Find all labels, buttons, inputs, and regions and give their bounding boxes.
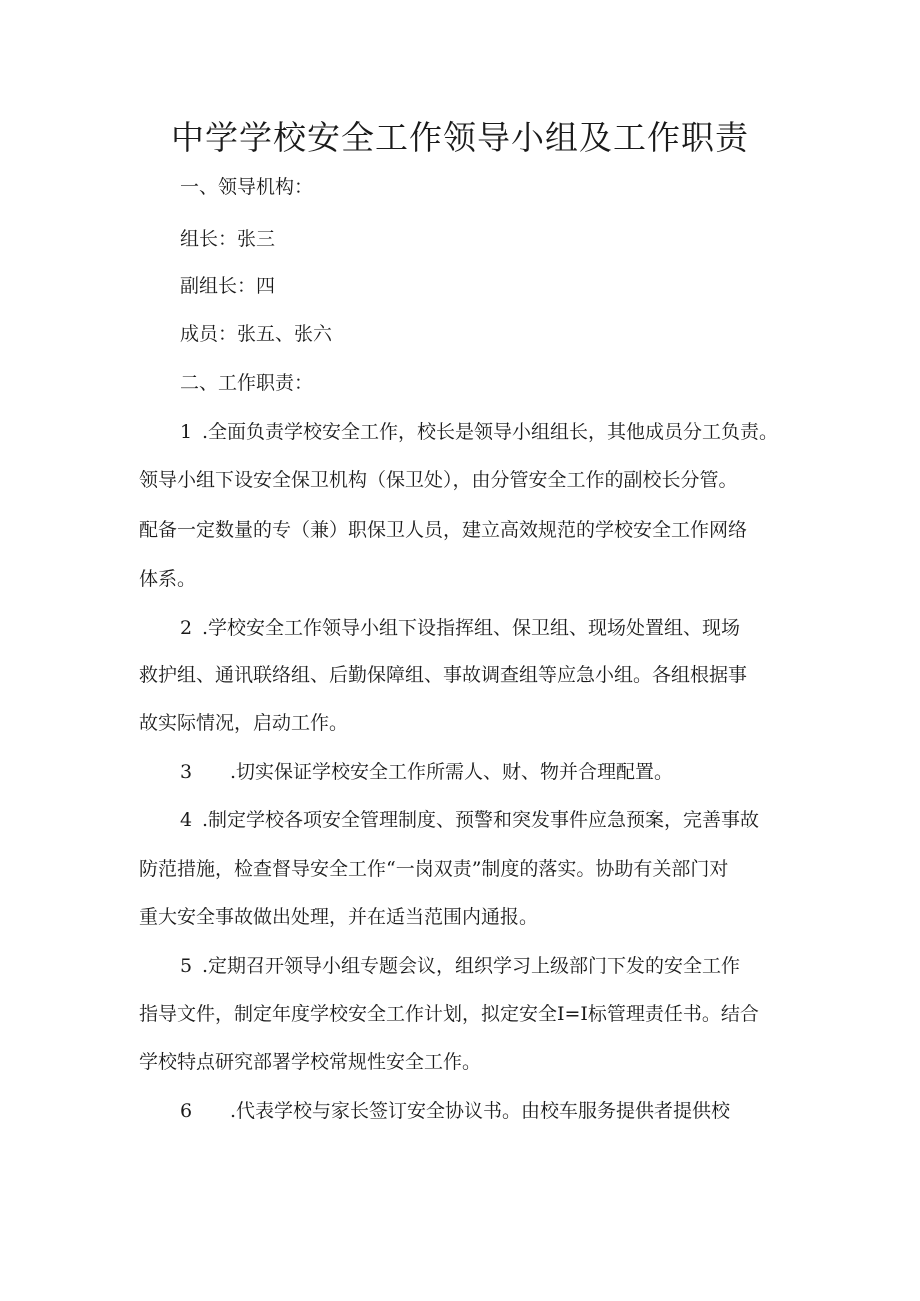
paragraph-line (180, 418, 778, 446)
item-text: .制定学校各项安全管理制度、预警和突发事件应急预案，完善事故 (202, 809, 760, 831)
paragraph-line: 学校特点研究部署学校常规性安全工作。 (139, 1051, 482, 1073)
item-number: 5 (180, 955, 193, 977)
section-heading-duty: 二、工作职责： (180, 372, 314, 394)
item-number: 2 (180, 617, 193, 639)
item-text: .切实保证学校安全工作所需人、财、物并合理配置。 (230, 761, 674, 783)
item-text: .定期召开领导小组专题会议，组织学习上级部门下发的安全工作 (202, 955, 741, 977)
paragraph-line: 防范措施，检查督导安全工作“一岗双责”制度的落实。协助有关部门对 (139, 858, 729, 880)
paragraph-line: 配备一定数量的专（兼）职保卫人员，建立高效规范的学校安全工作网络 (139, 519, 748, 541)
paragraph-line (180, 758, 673, 786)
members-line: 成员：张五、张六 (180, 323, 333, 345)
section-heading-org: 一、领导机构： (180, 176, 314, 198)
paragraph-line: 重大安全事故做出处理，并在适当范围内通报。 (139, 906, 539, 928)
paragraph-line: 故实际情况，启动工作。 (139, 712, 349, 734)
paragraph-line (180, 806, 759, 834)
item-number: 4 (180, 809, 193, 831)
paragraph-line: 领导小组下设安全保卫机构（保卫处），由分管安全工作的副校长分管。 (139, 469, 738, 491)
item-text: .学校安全工作领导小组下设指挥组、保卫组、现场处置组、现场 (202, 617, 741, 639)
paragraph-line: 指导文件，制定年度学校安全工作计划，拟定安全I=I标管理责任书。结合 (139, 1003, 759, 1025)
paragraph-line: 救护组、通讯联络组、后勤保障组、事故调查组等应急小组。各组根据事 (139, 664, 748, 686)
item-text: .代表学校与家长签订安全协议书。由校车服务提供者提供校 (230, 1100, 731, 1122)
page-title: 中学学校安全工作领导小组及工作职责 (171, 118, 749, 157)
item-number: 3 (180, 761, 193, 783)
leader-line: 组长：张三 (180, 228, 276, 250)
deputy-line: 副组长：四 (180, 275, 276, 297)
item-text: .全面负责学校安全工作，校长是领导小组组长，其他成员分工负责。 (202, 421, 779, 443)
item-number: 1 (180, 421, 193, 443)
paragraph-line (180, 1097, 730, 1125)
paragraph-line (180, 614, 740, 642)
paragraph-line (180, 952, 740, 980)
paragraph-line: 体系。 (139, 568, 197, 590)
item-number: 6 (180, 1100, 193, 1122)
